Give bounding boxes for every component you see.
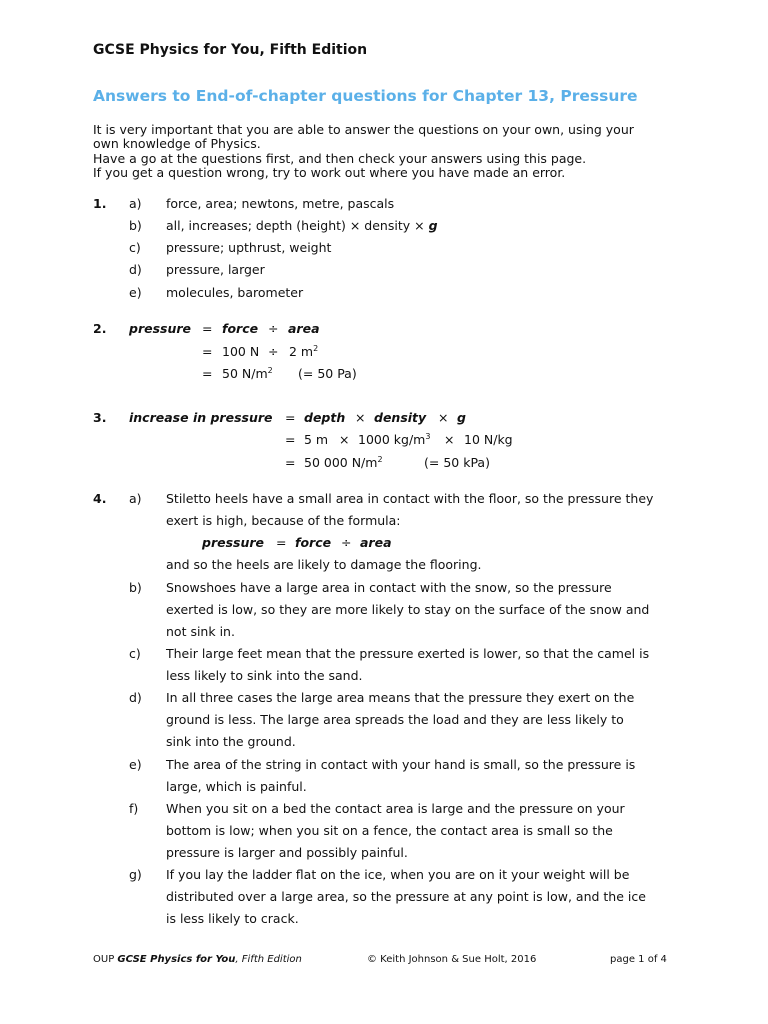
q4-part-d-label: d) <box>129 690 142 705</box>
q3-times-4: × <box>444 432 455 447</box>
q4-part-b-line-2: exerted is low, so they are more likely to stay on the surface of the snow and <box>166 602 650 617</box>
intro-line-1: It is very important that you are able to answer the questions on your own, using your <box>93 122 634 137</box>
q3-density-number: 1000 kg/m <box>358 432 426 447</box>
q2-equals-3: = <box>202 366 213 381</box>
q2-area-value <box>289 344 318 359</box>
question-4-number: 4. <box>93 491 107 506</box>
q4-part-d-line-3: sink into the ground. <box>166 734 296 749</box>
q1-part-b-label: b) <box>129 218 142 233</box>
q4-part-e-line-2: large, which is painful. <box>166 779 307 794</box>
q1-part-b-main: all, increases; depth (height) × density × <box>166 218 429 233</box>
question-1-number: 1. <box>93 196 107 211</box>
q4-part-g-line-1: If you lay the ladder flat on the ice, when you are on it your weight will be <box>166 867 630 882</box>
q2-area-number: 2 m <box>289 344 314 359</box>
q4-part-a-label: a) <box>129 491 142 506</box>
q4-part-c-line-2: less likely to sink into the sand. <box>166 668 363 683</box>
q2-lhs-pressure: pressure <box>129 321 192 336</box>
q1-part-a-label: a) <box>129 196 142 211</box>
q1-part-c-label: c) <box>129 240 141 255</box>
footer-book <box>93 954 302 965</box>
q3-result-note: (= 50 kPa) <box>424 455 490 470</box>
q1-part-a-text: force, area; newtons, metre, pascals <box>166 196 395 211</box>
q3-equals-1: = <box>285 410 296 425</box>
q4-part-b-line-1: Snowshoes have a large area in contact with the snow, so the pressure <box>166 580 612 595</box>
q2-result-note: (= 50 Pa) <box>298 366 357 381</box>
q4-part-d-line-2: ground is less. The large area spreads the load and they are less likely to <box>166 712 624 727</box>
q2-divide-2: ÷ <box>268 344 279 359</box>
intro-line-3: Have a go at the questions first, and then check your answers using this page. <box>93 151 587 166</box>
q2-equals-1: = <box>202 321 213 336</box>
q3-result <box>304 455 383 470</box>
q3-times-1: × <box>355 410 366 425</box>
q1-part-e-text: molecules, barometer <box>166 285 304 300</box>
q4-formula-area: area <box>360 535 392 550</box>
q4-part-f-line-1: When you sit on a bed the contact area is large and the pressure on your <box>166 801 625 816</box>
q3-times-3: × <box>339 432 350 447</box>
q3-density: density <box>374 410 427 425</box>
q4-part-b-label: b) <box>129 580 142 595</box>
q3-g-value: 10 N/kg <box>464 432 513 447</box>
q2-equals-2: = <box>202 344 213 359</box>
q4-part-a-line-1: Stiletto heels have a small area in contact with the floor, so the pressure they <box>166 491 654 506</box>
footer-edition: , Fifth Edition <box>235 954 302 965</box>
q3-density-exponent: 3 <box>425 431 431 441</box>
q3-depth: depth <box>304 410 346 425</box>
q3-times-2: × <box>438 410 449 425</box>
intro-line-2: own knowledge of Physics. <box>93 136 261 151</box>
book-title: GCSE Physics for You, Fifth Edition <box>93 42 368 58</box>
q3-depth-value: 5 m <box>304 432 329 447</box>
footer-copyright: © Keith Johnson & Sue Holt, 2016 <box>367 954 537 965</box>
q1-part-e-label: e) <box>129 285 142 300</box>
q4-part-a-line-3: and so the heels are likely to damage the flooring. <box>166 557 482 572</box>
q1-part-d-text: pressure, larger <box>166 262 265 277</box>
q3-density-value <box>358 432 430 447</box>
q3-result-value: 50 000 N/m <box>304 455 378 470</box>
q4-part-g-line-3: is less likely to crack. <box>166 911 299 926</box>
q4-formula-equals: = <box>276 535 287 550</box>
question-3-number: 3. <box>93 410 107 425</box>
q2-force-value: 100 N <box>222 344 260 359</box>
q4-part-f-label: f) <box>129 801 139 816</box>
q4-part-d-line-1: In all three cases the large area means that the pressure they exert on the <box>166 690 635 705</box>
chapter-title: Answers to End-of-chapter questions for Chapter 13, Pressure <box>93 87 638 105</box>
q3-lhs: increase in pressure <box>129 410 273 425</box>
footer-oup: OUP <box>93 954 118 965</box>
q3-equals-2: = <box>285 432 296 447</box>
q4-formula-force: force <box>295 535 332 550</box>
question-2-number: 2. <box>93 321 107 336</box>
q1-part-d-label: d) <box>129 262 142 277</box>
q2-result-value: 50 N/m <box>222 366 268 381</box>
footer-page-number: page 1 of 4 <box>610 954 667 965</box>
q4-part-e-line-1: The area of the string in contact with your hand is small, so the pressure is <box>166 757 636 772</box>
q4-part-f-line-3: pressure is larger and possibly painful. <box>166 845 408 860</box>
q2-result-exponent: 2 <box>267 365 273 375</box>
q4-part-g-line-2: distributed over a large area, so the pressure at any point is low, and the ice <box>166 889 646 904</box>
q2-force: force <box>222 321 259 336</box>
q4-formula-divide: ÷ <box>341 535 352 550</box>
q4-part-b-line-3: not sink in. <box>166 624 235 639</box>
q4-part-c-line-1: Their large feet mean that the pressure exerted is lower, so that the camel is <box>166 646 650 661</box>
q4-part-g-label: g) <box>129 867 142 882</box>
q1-part-b-text <box>166 218 438 233</box>
q2-area: area <box>288 321 320 336</box>
intro-line-4: If you get a question wrong, try to work out where you have made an error. <box>93 165 566 180</box>
q4-part-e-label: e) <box>129 757 142 772</box>
q1-part-b-g: g <box>428 218 438 233</box>
q3-equals-3: = <box>285 455 296 470</box>
footer-book-title: GCSE Physics for You <box>117 954 236 965</box>
q2-result <box>222 366 273 381</box>
q3-g: g <box>457 410 466 425</box>
q2-divide-1: ÷ <box>268 321 279 336</box>
q4-part-f-line-2: bottom is low; when you sit on a fence, the contact area is small so the <box>166 823 613 838</box>
q4-part-c-label: c) <box>129 646 141 661</box>
q3-result-exponent: 2 <box>377 454 383 464</box>
q4-part-a-line-2: exert is high, because of the formula: <box>166 513 401 528</box>
q4-formula-pressure: pressure <box>202 535 265 550</box>
q1-part-c-text: pressure; upthrust, weight <box>166 240 332 255</box>
q2-area-exponent: 2 <box>313 343 319 353</box>
